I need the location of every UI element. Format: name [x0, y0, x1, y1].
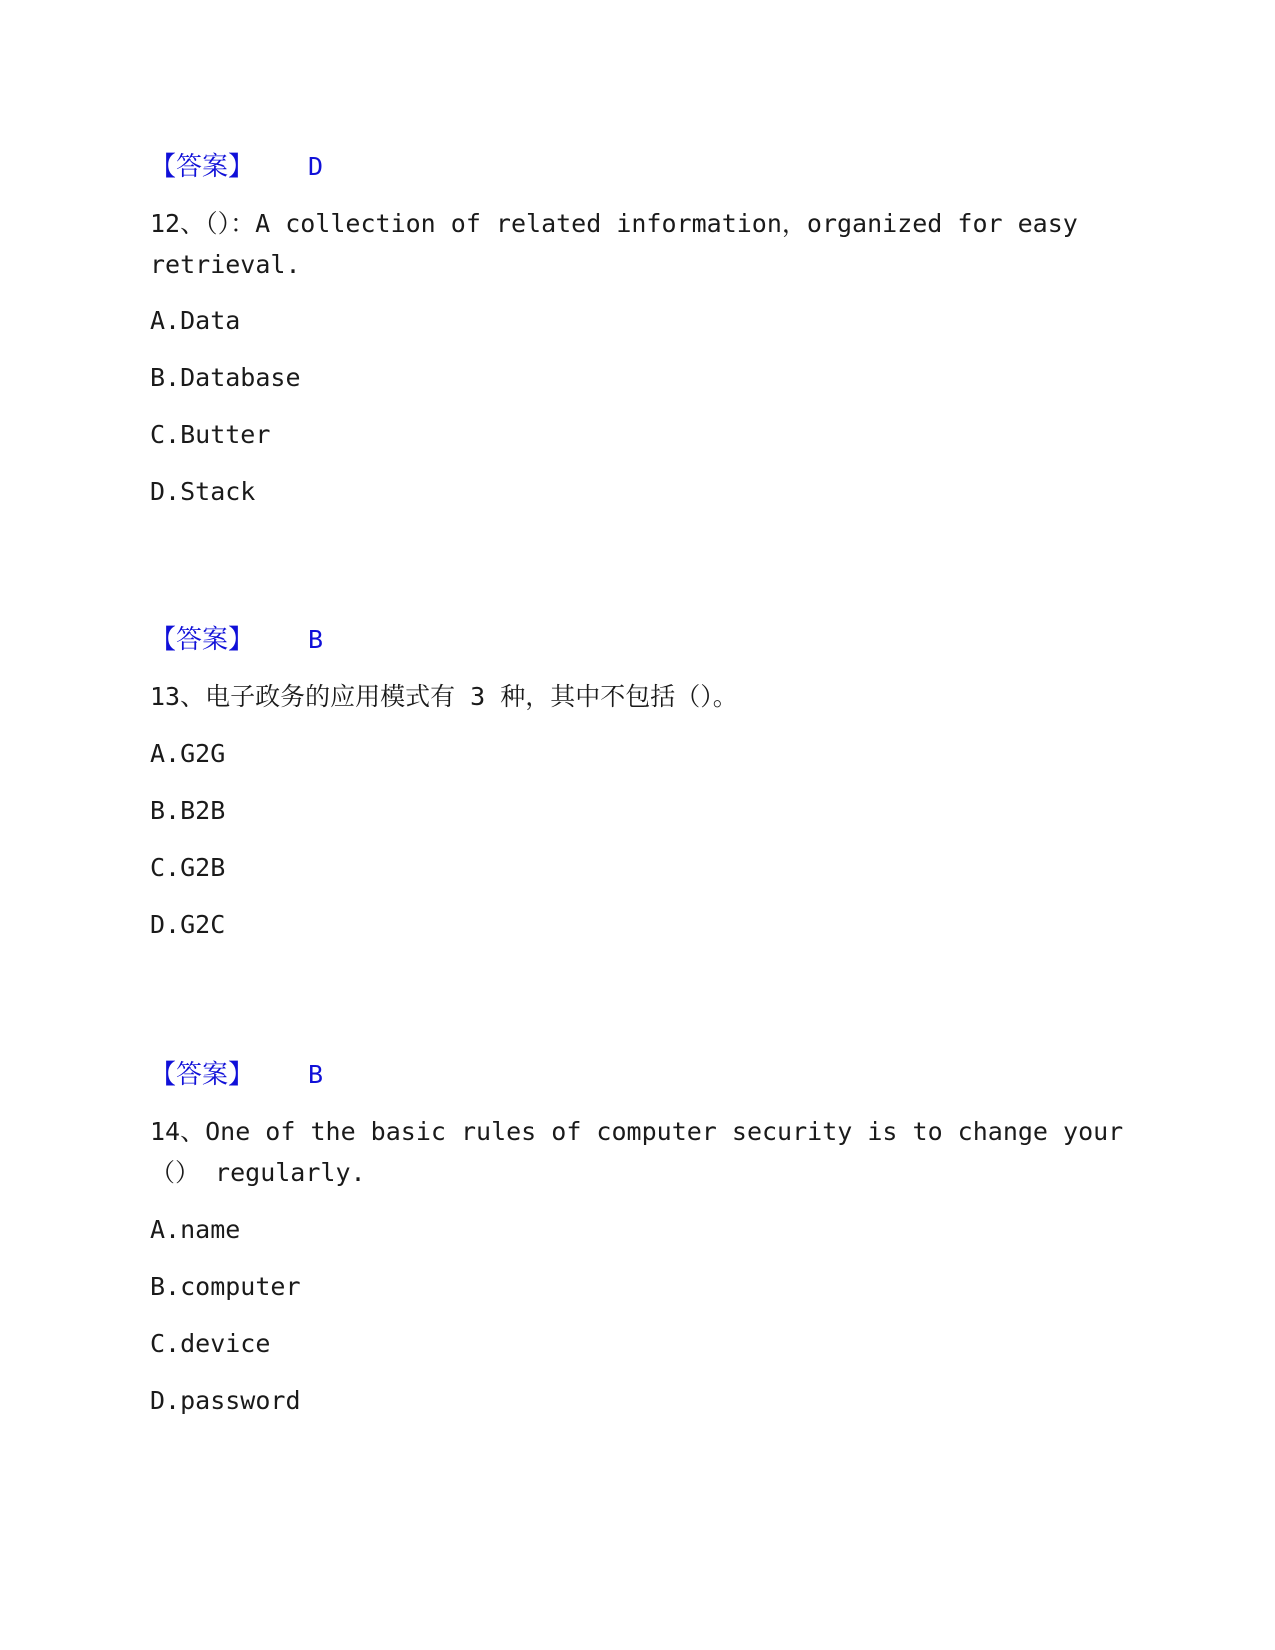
option-c: C.device: [150, 1329, 271, 1358]
option-b: B.computer: [150, 1272, 301, 1301]
answer-label: 【答案】: [150, 625, 255, 655]
question-text: 12、（）：A collection of related information，organized for easy: [150, 209, 1078, 238]
answer-value: B: [308, 1060, 324, 1089]
question-text: 13、电子政务的应用模式有 3 种，其中不包括（）。: [150, 682, 738, 711]
answer-row: [150, 1058, 450, 1092]
question-text: 14、One of the basic rules of computer security is to change your: [150, 1117, 1124, 1146]
option-d: D.password: [150, 1386, 301, 1415]
answer-row: [150, 623, 450, 657]
option-a: A.Data: [150, 306, 241, 335]
answer-value: B: [308, 625, 324, 654]
option-a: A.G2G: [150, 739, 226, 768]
answer-row: [150, 150, 450, 184]
answer-label: 【答案】: [150, 1060, 255, 1090]
option-d: D.G2C: [150, 910, 226, 939]
option-b: B.Database: [150, 363, 301, 392]
option-d: D.Stack: [150, 477, 256, 506]
option-a: A.name: [150, 1215, 241, 1244]
question-text: （） regularly.: [150, 1158, 366, 1187]
option-c: C.G2B: [150, 853, 226, 882]
option-b: B.B2B: [150, 796, 226, 825]
question-text: retrieval.: [150, 250, 301, 279]
option-c: C.Butter: [150, 420, 271, 449]
answer-label: 【答案】: [150, 152, 255, 182]
answer-value: D: [308, 152, 324, 181]
